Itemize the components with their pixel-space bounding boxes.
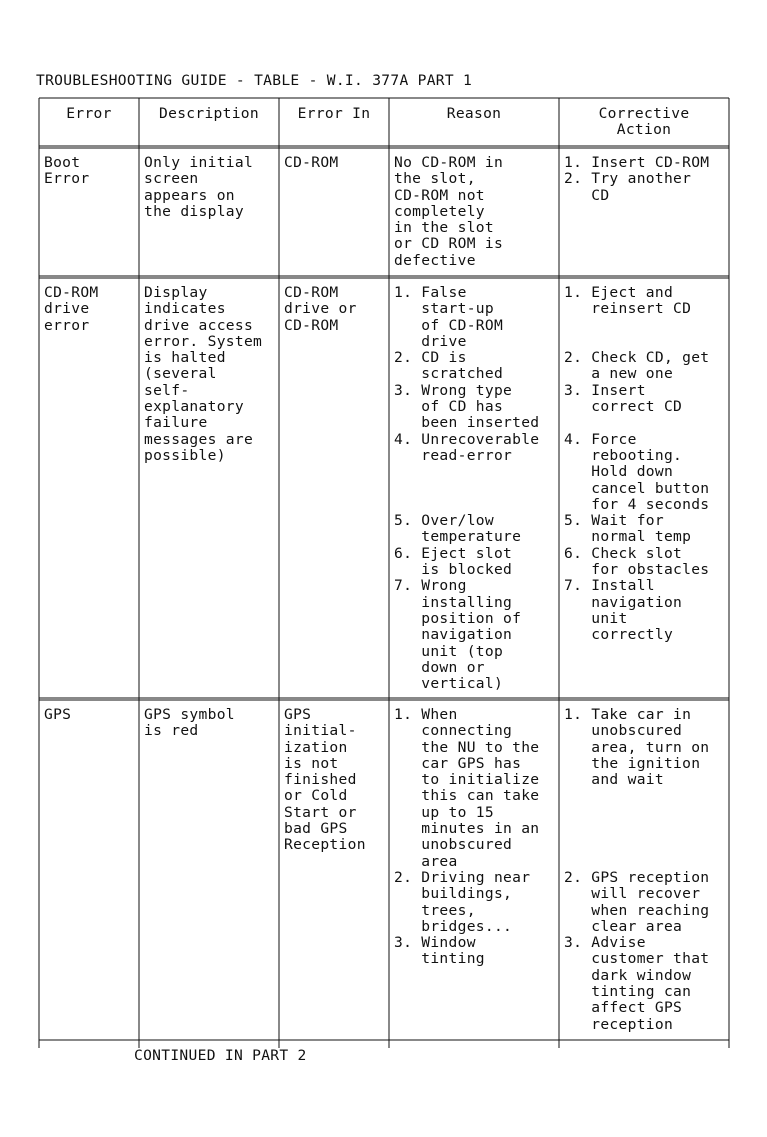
- row-cdrom-description: Display indicates drive access error. System is halted (several self- explanatory failure messages are possible): [144, 284, 263, 464]
- row-cdrom-error: CD-ROM drive error: [44, 284, 99, 334]
- row-cdrom-reason: 1. False start-up of CD-ROM drive 2. CD is scratched 3. Wrong type of CD has been inserted 4. Unrecoverable read-error 5. Over/low temperature 6. Eject slot is blocked 7. Wrong installing position of navigation unit (top down or vertical): [394, 284, 540, 693]
- row-gps-reason: 1. When connecting the NU to the car GPS has to initialize this can take up to 15 minutes in an unobscured area 2. Driving near buildings, trees, bridges... 3. Window tinting: [394, 706, 540, 968]
- row-cdrom-error-in: CD-ROM drive or CD-ROM: [284, 284, 357, 334]
- header-reason: Reason: [446, 105, 502, 122]
- row-boot-error-description: Only initial screen appears on the display: [144, 154, 254, 220]
- header-error: Error: [66, 105, 112, 122]
- header-description: Description: [159, 105, 259, 122]
- row-gps-action: 1. Take car in unobscured area, turn on the ignition and wait 2. GPS reception will recover when reaching clear area 3. Advise customer that dark window tinting can affect GPS reception: [564, 706, 710, 1033]
- header-error-in: Error In: [297, 105, 371, 122]
- row-boot-error-reason: No CD-ROM in the slot, CD-ROM not completely in the slot or CD ROM is defective: [394, 154, 504, 269]
- row-gps-error-in: GPS initial- ization is not finished or Cold Start or bad GPS Reception: [284, 706, 366, 854]
- row-boot-error-error: Boot Error: [44, 154, 90, 188]
- header-corrective-action: Corrective Action: [598, 105, 690, 139]
- document-title: TROUBLESHOOTING GUIDE - TABLE - W.I. 377A PART 1: [36, 72, 473, 89]
- continued-note: CONTINUED IN PART 2: [134, 1047, 307, 1064]
- row-boot-error-action: 1. Insert CD-ROM 2. Try another CD: [564, 154, 710, 204]
- row-boot-error-error-in: CD-ROM: [284, 154, 339, 171]
- row-cdrom-action: 1. Eject and reinsert CD 2. Check CD, get a new one 3. Insert correct CD 4. Force rebooting. Hold down cancel button for 4 seconds 5. Wait for normal temp 6. Check slot for obstacles 7. Install navigation unit correctly: [564, 284, 710, 644]
- row-gps-description: GPS symbol is red: [144, 706, 235, 740]
- row-gps-error: GPS: [44, 706, 72, 723]
